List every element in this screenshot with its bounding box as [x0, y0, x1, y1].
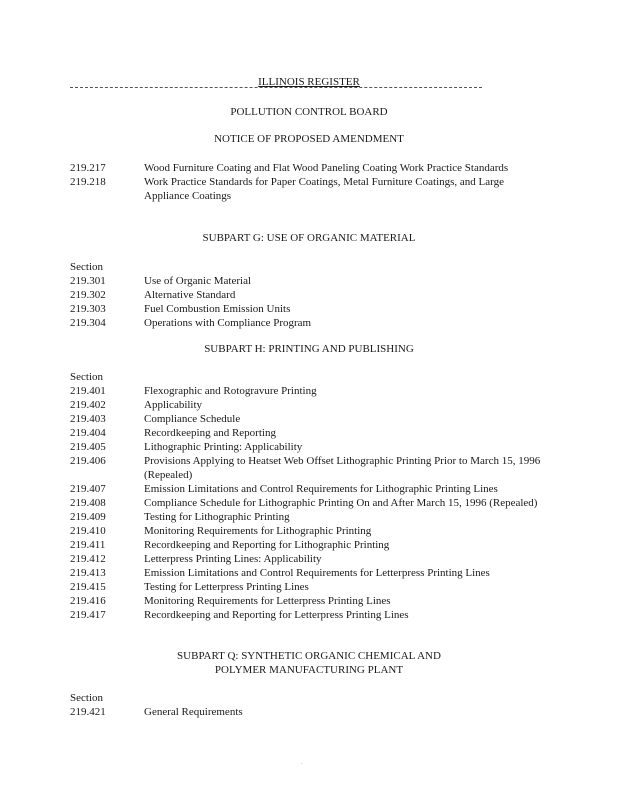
section-number: 219.412 [70, 553, 106, 565]
list-item [70, 580, 550, 594]
section-number: 219.304 [70, 317, 106, 329]
section-number: 219.416 [70, 595, 106, 607]
section-title: Flexographic and Rotogravure Printing [144, 385, 317, 397]
list-item [70, 482, 550, 496]
section-title: Compliance Schedule [144, 413, 241, 425]
section-title: Provisions Applying to Heatset Web Offset Lithographic Printing Prior to March 15, 1996 (Repealed) [144, 455, 541, 481]
section-number: 219.401 [70, 385, 106, 397]
section-title: Recordkeeping and Reporting for Lithographic Printing [144, 539, 390, 551]
section-number: 219.408 [70, 497, 106, 509]
section-number: 219.402 [70, 399, 106, 411]
section-title: Recordkeeping and Reporting [144, 427, 276, 439]
section-title: Letterpress Printing Lines: Applicability [144, 553, 322, 565]
section-title: Monitoring Requirements for Lithographic Printing [144, 525, 372, 537]
list-item [70, 316, 550, 330]
list-item [70, 524, 550, 538]
section-title: Fuel Combustion Emission Units [144, 303, 291, 315]
section-title: Wood Furniture Coating and Flat Wood Paneling Coating Work Practice Standards [144, 162, 509, 174]
section-title: Emission Limitations and Control Requirements for Lithographic Printing Lines [144, 483, 498, 495]
list-item [70, 608, 550, 622]
section-title: Applicability [144, 399, 203, 411]
list-item [70, 412, 550, 426]
section-title: Emission Limitations and Control Requirements for Letterpress Printing Lines [144, 567, 490, 579]
section-number: 219.421 [70, 706, 106, 718]
section-number: 219.302 [70, 289, 106, 301]
section-label: Section [70, 261, 103, 273]
section-number: 219.303 [70, 303, 106, 315]
section-title: Work Practice Standards for Paper Coatings, Metal Furniture Coatings, and Large Appliance Coatings [144, 176, 504, 202]
list-item [70, 302, 550, 316]
section-number: 219.405 [70, 441, 106, 453]
section-title: Testing for Lithographic Printing [144, 511, 290, 523]
list-item [70, 440, 550, 454]
section-number: 219.404 [70, 427, 106, 439]
top-items-list [70, 161, 550, 203]
list-item [70, 161, 550, 175]
section-title: Recordkeeping and Reporting for Letterpress Printing Lines [144, 609, 409, 621]
section-title: Operations with Compliance Program [144, 317, 312, 329]
section-number: 219.417 [70, 609, 106, 621]
register-title: ILLINOIS REGISTER [258, 76, 360, 88]
section-number: 219.217 [70, 162, 106, 174]
section-title: Compliance Schedule for Lithographic Printing On and After March 15, 1996 (Repealed) [144, 497, 538, 509]
section-number: 219.411 [70, 539, 106, 551]
section-label: Section [70, 371, 103, 383]
subpart-q-heading-line1: SUBPART Q: SYNTHETIC ORGANIC CHEMICAL AND [177, 650, 441, 662]
section-number: 219.218 [70, 176, 106, 188]
section-number: 219.406 [70, 455, 106, 467]
section-title: Lithographic Printing: Applicability [144, 441, 303, 453]
subpart-g-list [70, 260, 550, 330]
section-number: 219.407 [70, 483, 106, 495]
section-number: 219.410 [70, 525, 106, 537]
list-item [70, 384, 550, 398]
section-title: Testing for Letterpress Printing Lines [144, 581, 309, 593]
list-item [70, 510, 550, 524]
section-title: General Requirements [144, 706, 243, 718]
section-number: 219.413 [70, 567, 106, 579]
list-item [70, 538, 550, 552]
subpart-q-heading-line2: POLYMER MANUFACTURING PLANT [214, 664, 404, 676]
board-name: POLLUTION CONTROL BOARD [230, 106, 388, 118]
section-title: Alternative Standard [144, 289, 236, 301]
list-item [70, 705, 550, 719]
list-item [70, 496, 550, 510]
subpart-h-list [70, 370, 550, 622]
list-item [70, 566, 550, 580]
section-number: 219.409 [70, 511, 106, 523]
list-item [70, 398, 550, 412]
list-item [70, 454, 550, 482]
list-item [70, 426, 550, 440]
section-title: Monitoring Requirements for Letterpress Printing Lines [144, 595, 391, 607]
list-item [70, 594, 550, 608]
list-item [70, 274, 550, 288]
section-number: 219.403 [70, 413, 106, 425]
section-number: 219.415 [70, 581, 106, 593]
subpart-h-heading: SUBPART H: PRINTING AND PUBLISHING [204, 343, 414, 355]
section-number: 219.301 [70, 275, 106, 287]
section-label: Section [70, 692, 103, 704]
notice-title: NOTICE OF PROPOSED AMENDMENT [214, 133, 404, 145]
subpart-g-heading: SUBPART G: USE OF ORGANIC MATERIAL [202, 232, 416, 244]
list-item [70, 288, 550, 302]
subpart-q-list [70, 691, 550, 719]
section-title: Use of Organic Material [144, 275, 252, 287]
footer-mark: . [301, 760, 303, 766]
list-item [70, 175, 550, 203]
list-item [70, 552, 550, 566]
